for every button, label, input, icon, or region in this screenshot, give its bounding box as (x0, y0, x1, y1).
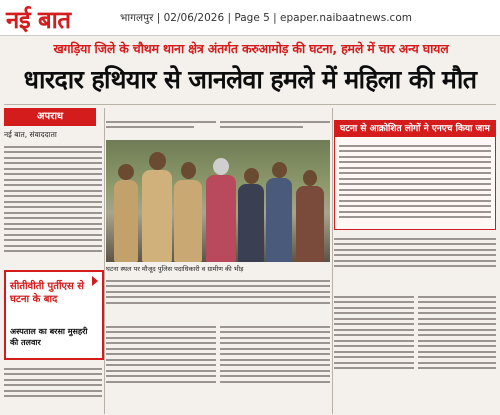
highlight-box (4, 270, 104, 360)
photo-caption: घटना स्थल पर मौजूद पुलिस पदाधिकारी व ग्रामीण की भीड़ (106, 265, 244, 273)
dateline: नई बात, संवाददाता (4, 130, 57, 139)
column-divider (332, 108, 333, 414)
photo-note-2 (220, 118, 330, 138)
article-col-2 (106, 322, 216, 414)
related-story-body (339, 141, 491, 227)
article-body-right (334, 234, 496, 286)
article-col-1 (4, 364, 102, 414)
related-story-title: घटना से आक्रोशित लोगों ने एनएच किया जाम (335, 121, 495, 137)
page-label: Page 5 (234, 12, 270, 24)
newspaper-logo[interactable]: नई बात (6, 5, 71, 34)
highlight-main-text: सीतीवीती पुर्तीएस से घटना के बाद (10, 281, 85, 305)
site-url[interactable]: epaper.naibaatnews.com (280, 12, 412, 24)
highlight-sub-text: अस्पताल का बरसा मुसहरी की तलवार (10, 327, 88, 347)
headline-rule (4, 104, 496, 105)
masthead (0, 0, 500, 36)
column-divider (104, 108, 105, 414)
article-body-middle (106, 276, 330, 316)
news-photo (106, 140, 330, 262)
article-headline: धारदार हथियार से जानलेवा हमले में महिला की मौत (23, 65, 477, 94)
photo-note-1 (106, 118, 216, 138)
article-subheadline: खगड़िया जिले के चौथम थाना क्षेत्र अंतर्गत करुआमोड़ की घटना, हमले में चार अन्य घायल (53, 41, 449, 56)
city-label: भागलपुर (120, 12, 154, 24)
date-label: 02/06/2026 (163, 12, 225, 24)
article-body-left (4, 142, 102, 266)
section-tag: अपराध (4, 108, 96, 126)
article-col-3 (220, 322, 330, 414)
article-col-5 (418, 292, 496, 414)
article-col-4 (334, 292, 414, 414)
page-meta: भागलपुर | 02/06/2026 | Page 5 | epaper.naibaatnews.com (120, 12, 412, 24)
related-story-box (334, 120, 496, 230)
